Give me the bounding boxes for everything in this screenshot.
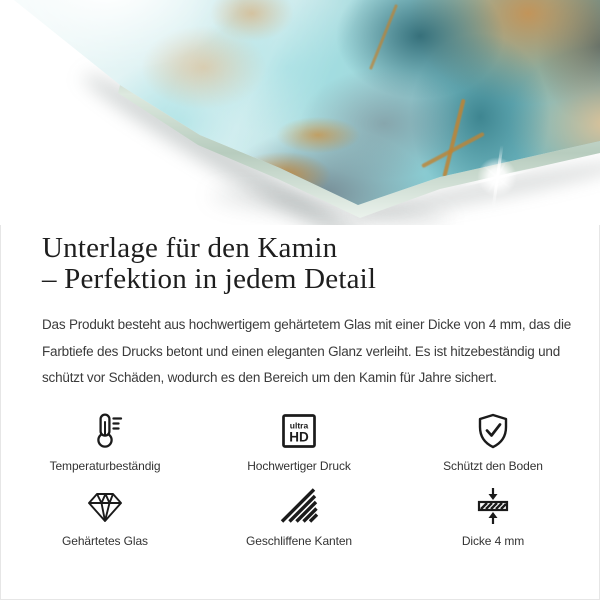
description-line: Farbtiefe des Drucks betont und einen eleganten Glanz verleiht. Es ist hitzebeständig und (42, 343, 561, 359)
gold-vein (442, 99, 465, 178)
feature-polished-edges (246, 483, 352, 548)
feature-label: Dicke 4 mm (461, 533, 525, 548)
ultra-hd-icon (279, 408, 319, 454)
feature-temperature-resistant (50, 408, 161, 473)
feature-label: Gehärtetes Glas (62, 533, 148, 548)
thickness-icon (473, 483, 513, 529)
feature-thickness-4mm (462, 483, 524, 548)
product-description (42, 312, 572, 392)
shield-check-icon (473, 408, 513, 454)
ultra-hd-badge-top: ultra (289, 420, 309, 430)
feature-label: Temperaturbeständig (49, 458, 161, 473)
thermometer-icon (85, 408, 125, 454)
diamond-icon (84, 483, 126, 529)
features-grid (8, 408, 590, 548)
description-section (0, 225, 600, 548)
gold-vein (369, 4, 398, 70)
polished-edges-icon (278, 483, 320, 529)
title-line-1: Unterlage für den Kamin (42, 232, 338, 264)
description-line: Das Produkt besteht aus hochwertigem gehärtetem Glas mit einer Dicke von 4 mm, das die (42, 317, 572, 332)
feature-label: Hochwertiger Druck (247, 458, 351, 473)
description-line: schützt vor Schäden, wodurch es den Bereich um den Kamin für Jahre sichert. (42, 370, 497, 385)
page-title (42, 233, 558, 295)
feature-tempered-glass (62, 483, 148, 548)
product-photo (0, 0, 600, 225)
ultra-hd-badge-bottom: HD (289, 429, 309, 444)
feature-protects-floor (443, 408, 543, 473)
feature-high-quality-print (247, 408, 351, 473)
feature-label: Schützt den Boden (443, 458, 543, 473)
title-line-2: – Perfektion in jedem Detail (42, 263, 377, 295)
feature-label: Geschliffene Kanten (246, 533, 352, 548)
